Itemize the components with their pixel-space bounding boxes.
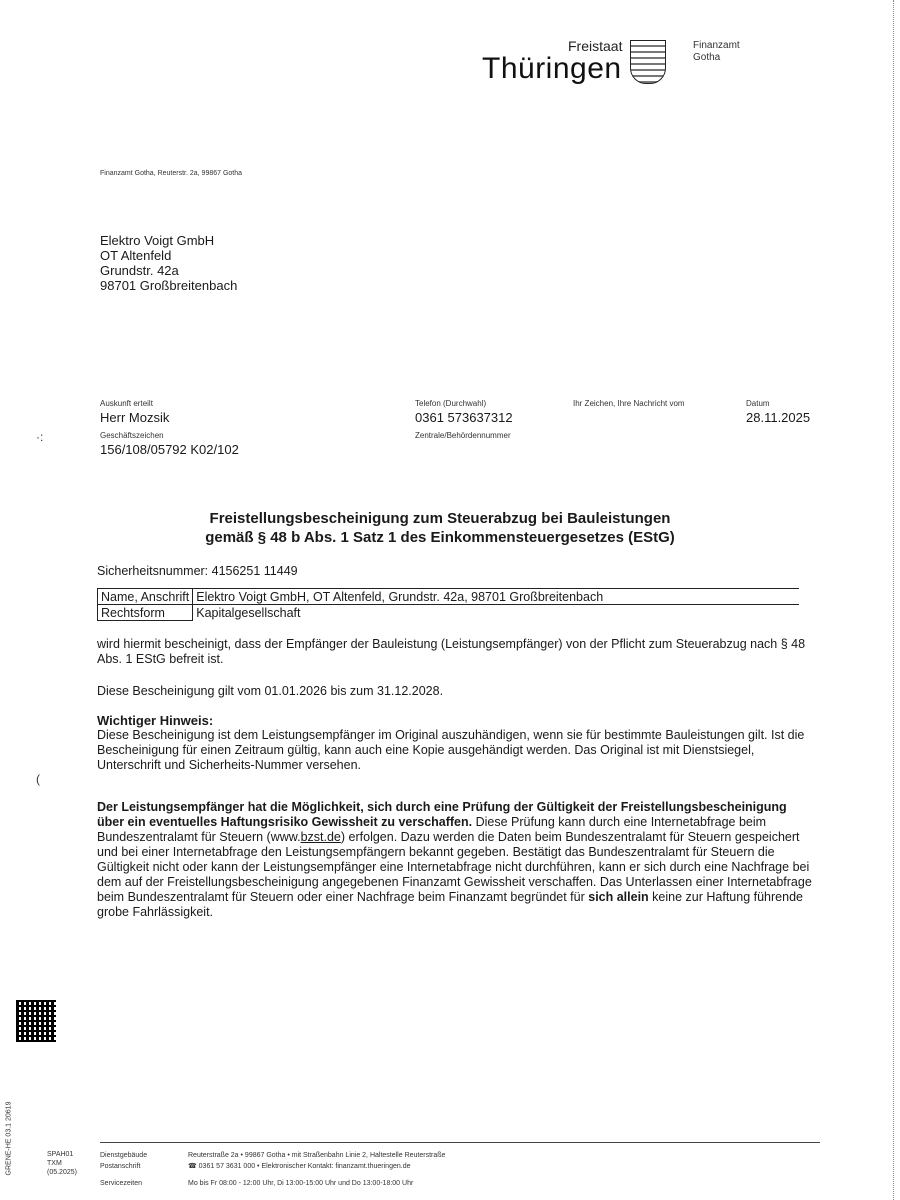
- notice-paragraph: Diese Bescheinigung ist dem Leistungsempfänger im Original auszuhändigen, wenn sie für bestimmte Bauleistungen gilt. Ist die Bescheinigung für einen Zeitraum gültig, kann auch eine Kopie ausgehändigt werden. Das Original ist mit Dienstsiegel, Unterschrift und Sicherheits-Nummer versehen.: [97, 728, 805, 772]
- recipient-line2: OT Altenfeld: [100, 248, 172, 263]
- verification-paragraph: [97, 800, 812, 920]
- verification-text-2: ) erfolgen. Dazu werden die Daten beim Bundeszentralamt für Steuern gespeichert und bei einer Internetabfrage den Leistungsempfängern bekannt gegeben. Bestätigt das Bundeszentralamt für Steuern die Gültigkeit nicht oder kann der Leistungsempfänger eine Internetabfrage nicht durchführen, kann er sich durch eine Nachfrage bei dem auf der Freistellungsbescheinigung angegebenen Finanzamt Gewissheit verschaffen. Das Unterlassen einer Internetabfrage beim Bundeszentralamt für Steuern oder einer Nachfrage beim Finanzamt begründet für: [97, 830, 812, 904]
- footer-hours: Mo bis Fr 08:00 - 12:00 Uhr, Di 13:00-15:00 Uhr und Do 13:00-18:00 Uhr: [188, 1180, 414, 1187]
- table-row: [98, 605, 800, 621]
- contact-label: Auskunft erteilt: [100, 399, 153, 408]
- coat-of-arms-icon: [630, 40, 666, 84]
- vertical-form-code: GRENE-HE 03.1 20619: [5, 1101, 13, 1176]
- margin-mark: (: [36, 772, 40, 786]
- contact-name: Herr Mozsik: [100, 410, 170, 425]
- title-line2: gemäß § 48 b Abs. 1 Satz 1 des Einkommensteuergesetzes (EStG): [205, 529, 675, 546]
- exemption-paragraph: wird hiermit bescheinigt, dass der Empfänger der Bauleistung (Leistungsempfänger) von der Pflicht zum Steuerabzug nach § 48 Abs. 1 EStG befreit ist.: [97, 637, 806, 666]
- table-row: [98, 589, 800, 605]
- recipient-line1: Elektro Voigt GmbH: [100, 233, 215, 248]
- title-line1: Freistellungsbescheinigung zum Steuerabzug bei Bauleistungen: [209, 510, 671, 527]
- your-reference-label: Ihr Zeichen, Ihre Nachricht vom: [573, 399, 685, 408]
- footer-contact: ☎ 0361 57 3631 000 • Elektronischer Kontakt: finanzamt.thueringen.de: [188, 1163, 411, 1170]
- footer-labels: [100, 1150, 147, 1189]
- verification-bold-text-2: sich allein: [588, 890, 649, 904]
- reference-label: Geschäftszeichen: [100, 431, 164, 440]
- office-name-line2: Gotha: [693, 52, 721, 63]
- date-value: 28.11.2025: [746, 410, 811, 425]
- footer-label-hours: Servicezeiten: [100, 1180, 143, 1187]
- phone-value: 0361 573637312: [415, 410, 513, 425]
- verification-text-1: Diese Prüfung kann durch eine Internetabfrage beim Bundeszentralamt für Steuern (www.: [97, 815, 767, 844]
- office-name-line1: Finanzamt: [693, 40, 740, 51]
- side-code-1: SPAH01: [47, 1151, 74, 1158]
- bzst-link[interactable]: bzst.de: [300, 830, 341, 844]
- logo-thueringen-text: Thüringen: [482, 52, 622, 85]
- table-cell-label: Rechtsform: [98, 605, 193, 621]
- recipient-address: [100, 233, 237, 293]
- footer-side-codes: [47, 1150, 77, 1177]
- central-number-label: Zentrale/Behördennummer: [415, 431, 511, 440]
- return-address: Finanzamt Gotha, Reuterstr. 2a, 99867 Gotha: [100, 170, 243, 177]
- side-code-3: (05.2025): [47, 1169, 77, 1176]
- margin-mark: ·:: [36, 430, 44, 444]
- verification-text-3: keine zur Haftung führende grobe Fahrlässigkeit.: [97, 890, 803, 919]
- footer-address: Reuterstraße 2a • 99867 Gotha • mit Straßenbahn Linie 2, Haltestelle Reuterstraße: [188, 1152, 446, 1159]
- recipient-line3: Grundstr. 42a: [100, 263, 179, 278]
- validity-paragraph: Diese Bescheinigung gilt vom 01.01.2026 bis zum 31.12.2028.: [97, 684, 444, 698]
- table-cell-value: Kapitalgesellschaft: [193, 605, 800, 621]
- footer-divider: [100, 1142, 820, 1143]
- table-cell-value: Elektro Voigt GmbH, OT Altenfeld, Grundstr. 42a, 98701 Großbreitenbach: [193, 589, 800, 605]
- table-cell-label: Name, Anschrift: [98, 589, 193, 605]
- footer-details: [188, 1150, 808, 1189]
- phone-label: Telefon (Durchwahl): [415, 399, 487, 408]
- recipient-table: [97, 588, 799, 621]
- qr-code-icon: [16, 1000, 56, 1042]
- security-number: Sicherheitsnummer: 4156251 11449: [97, 564, 298, 578]
- document-title: [90, 509, 790, 547]
- fold-marks-right: [893, 0, 894, 1200]
- notice-heading: Wichtiger Hinweis:: [97, 713, 214, 728]
- reference-value: 156/108/05792 K02/102: [100, 442, 239, 457]
- side-code-2: TXM: [47, 1160, 62, 1167]
- footer-label-post: Postanschrift: [100, 1163, 141, 1170]
- recipient-line4: 98701 Großbreitenbach: [100, 278, 238, 293]
- date-label: Datum: [746, 399, 770, 408]
- footer-label-building: Dienstgebäude: [100, 1152, 148, 1159]
- verification-bold-text: Der Leistungsempfänger hat die Möglichkeit, sich durch eine Prüfung der Gültigkeit der Freistellungsbescheinigung über ein eventuelles Haftungsrisiko Gewissheit zu verschaffen.: [97, 800, 787, 829]
- logo-freistaat-text: Freistaat: [568, 38, 623, 54]
